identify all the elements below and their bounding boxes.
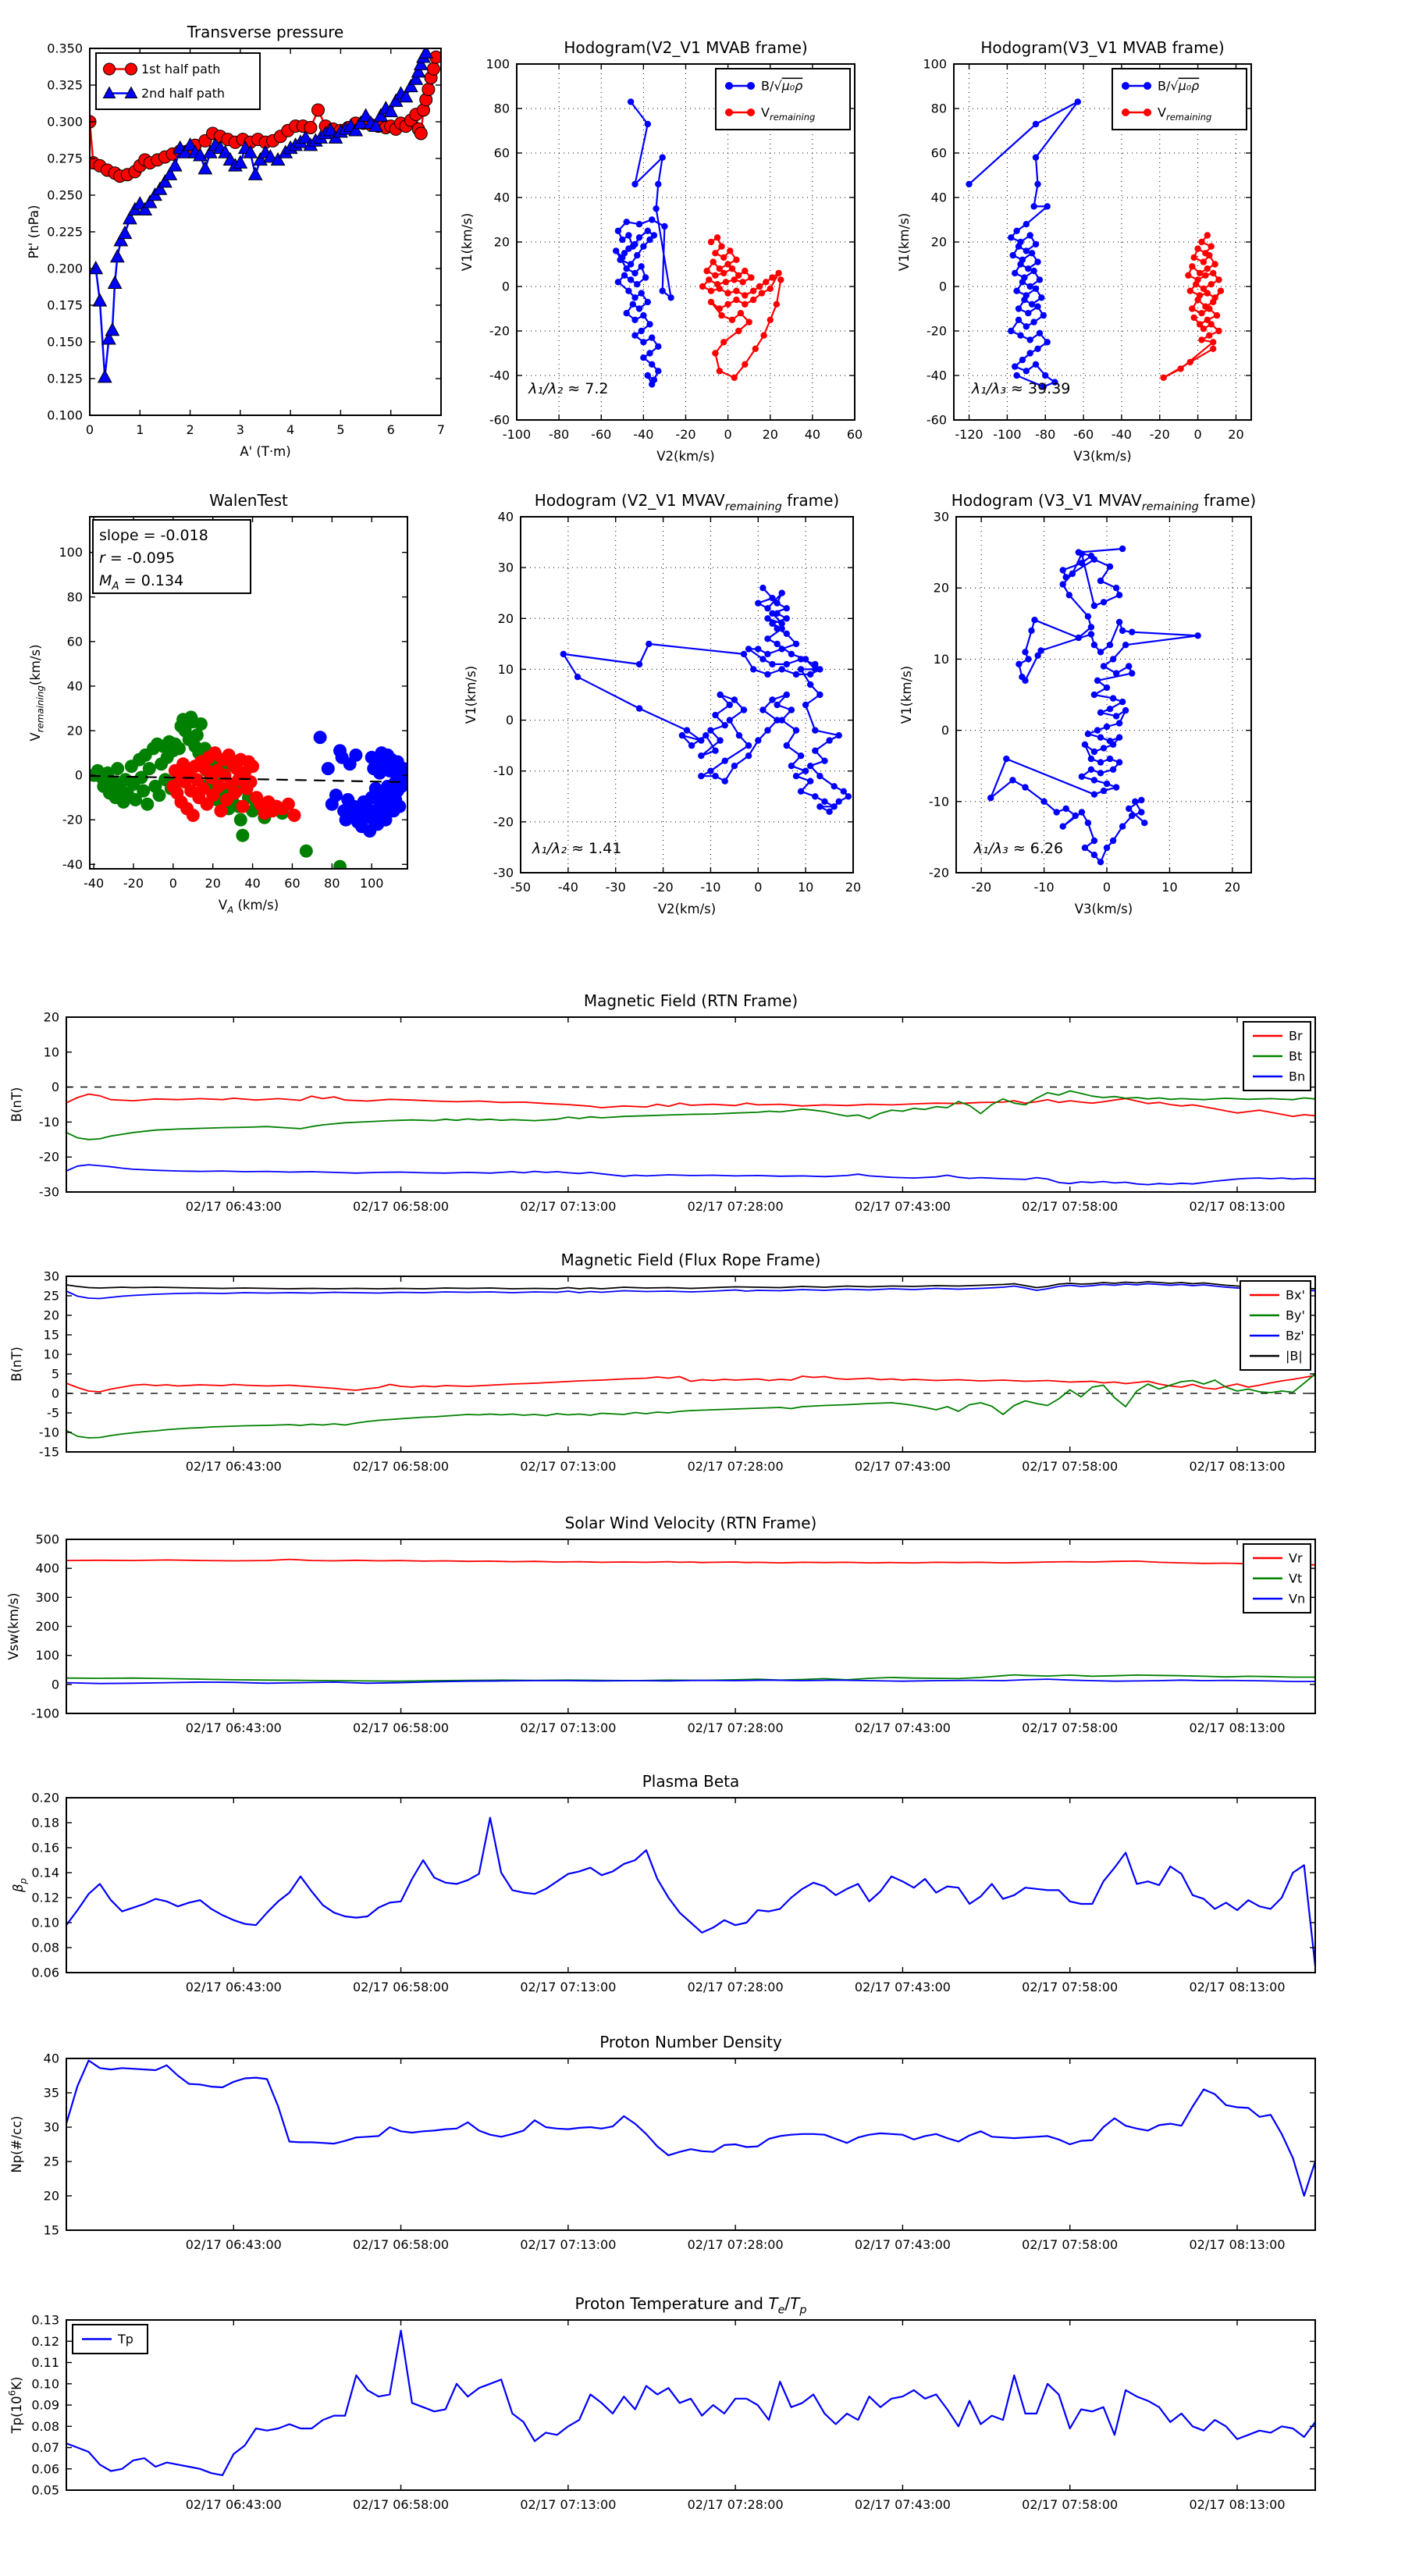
x-tick-label: 02/17 08:13:00	[1189, 1720, 1286, 1735]
y-axis-label: Vsw(km/s)	[6, 1592, 21, 1660]
solar-wind-velocity-chart	[0, 1500, 1405, 1763]
x-tick-label: 0	[1102, 880, 1112, 895]
y-tick-label: 60	[493, 145, 510, 161]
y-tick-label: -10	[38, 1425, 59, 1440]
x-tick-label: -30	[605, 880, 626, 895]
y-tick-label: -30	[38, 1184, 59, 1200]
x-tick-label: 02/17 06:43:00	[185, 1459, 282, 1474]
y-tick-label: -10	[928, 794, 949, 809]
x-tick-label: -20	[971, 880, 992, 895]
x-tick-label: 02/17 08:13:00	[1189, 1459, 1286, 1474]
x-tick-label: 5	[336, 422, 345, 437]
y-tick-label: 40	[497, 509, 514, 525]
x-tick-label: 02/17 07:43:00	[854, 1199, 951, 1214]
x-tick-label: 0	[1193, 427, 1202, 442]
y-tick-label: -20	[493, 814, 514, 830]
x-tick-label: 02/17 07:43:00	[854, 2497, 951, 2512]
y-tick-label: 0.18	[31, 1815, 59, 1831]
y-tick-label: 60	[66, 634, 83, 649]
legend-label: Vr	[1289, 1550, 1303, 1566]
chart-canvas	[890, 478, 1341, 923]
y-tick-label: 0.325	[47, 77, 83, 93]
y-tick-label: 20	[43, 2188, 59, 2204]
x-tick-label: 100	[359, 876, 384, 891]
legend-label: By'	[1286, 1308, 1305, 1323]
plot-background	[66, 2320, 1315, 2490]
x-tick-label: 2	[186, 422, 194, 437]
y-tick-label: 0	[51, 1080, 59, 1095]
legend-label: Bn	[1289, 1069, 1306, 1084]
x-tick-label: 02/17 06:43:00	[185, 2237, 282, 2252]
y-tick-label: 40	[43, 2051, 59, 2066]
legend-label: Bx'	[1286, 1287, 1305, 1303]
y-tick-label: -10	[493, 763, 514, 779]
y-tick-label: 30	[933, 509, 949, 525]
y-tick-label: 400	[35, 1560, 59, 1576]
x-tick-label: 60	[846, 427, 863, 442]
y-tick-label: 100	[923, 56, 947, 72]
y-tick-label: -10	[38, 1114, 59, 1130]
legend	[716, 69, 850, 130]
y-tick-label: -60	[489, 412, 510, 428]
annotation: λ₁/λ₃ ≈ 6.26	[973, 839, 1064, 857]
y-tick-label: 100	[486, 56, 510, 72]
x-tick-label: 02/17 06:58:00	[353, 1199, 450, 1214]
y-tick-label: 80	[493, 101, 510, 116]
y-tick-label: -30	[493, 865, 514, 881]
annotation: λ₁/λ₂ ≈ 1.41	[532, 839, 622, 857]
y-tick-label: 0.10	[31, 2376, 59, 2392]
proton-temperature-chart	[0, 2281, 1405, 2540]
y-tick-label: 15	[43, 1327, 59, 1343]
legend-label: B/√μ₀ρ	[761, 78, 803, 94]
x-tick-label: 02/17 06:58:00	[353, 2497, 450, 2512]
y-tick-label: 35	[43, 2085, 59, 2101]
y-tick-label: 0.16	[31, 1840, 59, 1856]
x-tick-label: -120	[955, 427, 984, 442]
x-tick-label: 02/17 07:43:00	[854, 2237, 951, 2252]
chart-canvas	[450, 25, 944, 470]
y-tick-label: -40	[62, 856, 83, 872]
plot-background	[66, 1539, 1315, 1713]
x-tick-label: -100	[502, 427, 532, 442]
y-tick-label: 0.14	[31, 1865, 59, 1880]
chart-canvas	[0, 1759, 1405, 2023]
annotation: λ₁/λ₂ ≈ 7.2	[528, 379, 609, 397]
x-tick-label: -60	[591, 427, 612, 442]
x-tick-label: 02/17 08:13:00	[1189, 2497, 1286, 2512]
y-tick-label: 20	[497, 610, 514, 626]
y-tick-label: 0.12	[31, 2333, 59, 2349]
x-axis-label: $V_A$ (km/s)	[218, 898, 279, 916]
chart-canvas	[887, 25, 1341, 470]
x-tick-label: 02/17 07:13:00	[520, 1720, 617, 1735]
y-tick-label: 0	[938, 279, 947, 294]
x-axis-label: V3(km/s)	[1073, 449, 1132, 464]
x-tick-label: 20	[1228, 427, 1244, 442]
y-tick-label: 40	[66, 678, 83, 694]
y-axis-label: $Tp(10^6K)$	[6, 2376, 24, 2434]
x-tick-label: 40	[804, 427, 821, 442]
plot-background	[521, 517, 853, 873]
x-tick-label: -20	[123, 876, 144, 891]
chart-title: Proton Number Density	[599, 2033, 782, 2051]
legend-label: $V_{remaining}$	[1158, 105, 1212, 123]
y-tick-label: -20	[928, 865, 949, 881]
x-tick-label: 20	[205, 876, 221, 891]
stats-box	[93, 520, 251, 593]
y-tick-label: 0	[941, 723, 949, 738]
y-tick-label: 40	[493, 190, 510, 205]
x-tick-label: 02/17 07:13:00	[520, 1199, 617, 1214]
y-tick-label: 0.10	[31, 1915, 59, 1930]
x-tick-label: -40	[84, 876, 105, 891]
x-tick-label: 20	[1224, 880, 1241, 895]
proton-density-chart	[0, 2019, 1405, 2280]
magnetic-field-flux-rope-chart	[0, 1237, 1405, 1502]
x-tick-label: 02/17 06:58:00	[353, 2237, 450, 2252]
y-tick-label: 0.100	[47, 407, 83, 423]
x-tick-label: 10	[1161, 880, 1178, 895]
chart-title: Magnetic Field (RTN Frame)	[583, 991, 799, 1010]
y-tick-label: 20	[43, 1009, 59, 1025]
y-tick-label: 10	[43, 1044, 59, 1060]
x-tick-label: -10	[700, 880, 721, 895]
plasma-beta-chart	[0, 1759, 1405, 2023]
y-tick-label: 30	[497, 560, 514, 575]
plot-background	[66, 2058, 1315, 2230]
x-tick-label: -40	[633, 427, 654, 442]
annotation: λ₁/λ₃ ≈ 39.39	[971, 379, 1071, 397]
y-axis-label: V1(km/s)	[464, 665, 478, 724]
y-tick-label: -20	[38, 1149, 59, 1165]
x-tick-label: 02/17 08:13:00	[1189, 1199, 1286, 1214]
y-tick-label: 0.275	[47, 151, 83, 166]
hodogram-v3v1-mvav-chart	[890, 478, 1341, 923]
x-axis-label: V2(km/s)	[656, 449, 715, 464]
y-axis-label: B(nT)	[9, 1087, 24, 1123]
chart-canvas	[23, 478, 497, 919]
x-tick-label: 02/17 08:13:00	[1189, 1980, 1286, 1994]
x-tick-label: 02/17 07:28:00	[687, 1199, 784, 1214]
x-tick-label: 02/17 07:28:00	[687, 1980, 784, 1994]
y-tick-label: 10	[43, 1347, 59, 1362]
x-tick-label: 02/17 06:58:00	[353, 1720, 450, 1735]
y-tick-label: -5	[47, 1405, 59, 1421]
x-tick-label: 02/17 07:13:00	[520, 2237, 617, 2252]
chart-title: Transverse pressure	[187, 23, 344, 41]
x-tick-label: 0	[85, 422, 94, 437]
x-tick-label: -50	[510, 880, 532, 895]
y-tick-label: 200	[35, 1619, 59, 1634]
y-tick-label: 0.200	[47, 261, 83, 276]
chart-title: Hodogram(V3_V1 MVAB frame)	[980, 38, 1225, 57]
x-tick-label: 7	[436, 422, 446, 437]
y-tick-label: 10	[497, 661, 514, 677]
x-tick-label: 02/17 07:58:00	[1022, 1459, 1119, 1474]
x-tick-label: 02/17 06:43:00	[185, 2497, 282, 2512]
x-tick-label: 20	[845, 880, 862, 895]
y-tick-label: 100	[35, 1648, 59, 1663]
y-axis-label: $\beta_p$	[11, 1877, 29, 1893]
legend-label: Bt	[1289, 1048, 1303, 1064]
plot-background	[956, 517, 1251, 873]
x-axis-label: A' (T·m)	[240, 444, 291, 459]
legend	[1243, 1544, 1311, 1613]
y-tick-label: 0.06	[31, 2461, 59, 2477]
x-tick-label: 02/17 06:58:00	[353, 1980, 450, 1994]
y-axis-label: V1(km/s)	[897, 212, 912, 272]
chart-canvas	[454, 478, 943, 923]
x-tick-label: 0	[169, 876, 177, 891]
legend	[1112, 69, 1247, 130]
chart-title: Hodogram (V2_V1 $MVAV_{remaining}$ frame)	[534, 491, 840, 514]
y-tick-label: -15	[38, 1444, 59, 1460]
y-axis-label: V1(km/s)	[460, 212, 475, 272]
x-tick-label: -100	[993, 427, 1022, 442]
y-tick-label: 0.125	[47, 371, 83, 386]
y-tick-label: 0.11	[31, 2355, 59, 2370]
legend	[96, 53, 260, 109]
y-tick-label: -20	[62, 812, 83, 827]
y-tick-label: 0.225	[47, 224, 83, 240]
x-tick-label: 02/17 06:43:00	[185, 1980, 282, 1994]
stats-line: $M_A = 0.134$	[99, 572, 184, 593]
y-tick-label: -20	[489, 323, 510, 339]
x-tick-label: 02/17 07:28:00	[687, 2497, 784, 2512]
legend-label: Bz'	[1286, 1328, 1304, 1343]
y-tick-label: -40	[489, 368, 510, 383]
x-tick-label: 02/17 07:13:00	[520, 1459, 617, 1474]
x-tick-label: 0	[754, 880, 763, 895]
y-tick-label: 25	[43, 2154, 59, 2169]
x-tick-label: 20	[762, 427, 778, 442]
x-tick-label: -80	[549, 427, 570, 442]
y-tick-label: 0	[74, 767, 83, 783]
x-tick-label: 02/17 07:58:00	[1022, 1720, 1119, 1735]
x-tick-label: 02/17 06:58:00	[353, 1459, 450, 1474]
x-tick-label: 60	[284, 876, 301, 891]
hodogram-v2v1-mvab-chart	[450, 25, 944, 470]
x-tick-label: 02/17 07:13:00	[520, 1980, 617, 1994]
y-tick-label: 0.07	[31, 2440, 59, 2455]
y-tick-label: 20	[930, 234, 947, 250]
y-tick-label: 30	[43, 1268, 59, 1284]
chart-title: Magnetic Field (Flux Rope Frame)	[560, 1251, 821, 1269]
x-tick-label: 6	[386, 422, 395, 437]
legend	[1243, 1022, 1311, 1091]
plot-background	[66, 1798, 1315, 1973]
x-tick-label: 02/17 06:43:00	[185, 1720, 282, 1735]
x-tick-label: 02/17 07:43:00	[854, 1720, 951, 1735]
y-tick-label: 60	[930, 145, 947, 161]
x-tick-label: -20	[675, 427, 696, 442]
y-tick-label: 0.150	[47, 334, 83, 350]
x-tick-label: -20	[1149, 427, 1170, 442]
y-axis-label: $V_{remaining}(km/s)$	[28, 644, 46, 742]
y-tick-label: 500	[35, 1532, 59, 1547]
chart-title: Plasma Beta	[642, 1772, 740, 1791]
walen-test-chart	[23, 478, 497, 919]
y-tick-label: 0.05	[31, 2482, 59, 2498]
x-tick-label: 1	[136, 422, 144, 437]
y-tick-label: 0	[51, 1677, 59, 1692]
y-tick-label: 0.08	[31, 2418, 59, 2434]
x-tick-label: -10	[1033, 880, 1055, 895]
x-tick-label: 3	[236, 422, 244, 437]
legend	[1240, 1281, 1311, 1370]
y-tick-label: 80	[930, 101, 947, 116]
y-tick-label: 0.13	[31, 2312, 59, 2328]
x-tick-label: 02/17 07:58:00	[1022, 1199, 1119, 1214]
legend-label: Br	[1289, 1028, 1303, 1044]
y-tick-label: 0	[501, 279, 510, 294]
x-tick-label: 02/17 07:43:00	[854, 1980, 951, 1994]
y-tick-label: 20	[493, 234, 510, 250]
x-tick-label: 40	[244, 876, 261, 891]
legend	[73, 2325, 148, 2354]
y-tick-label: 20	[66, 723, 83, 738]
chart-canvas	[0, 1237, 1405, 1502]
y-tick-label: 15	[43, 2222, 59, 2238]
x-tick-label: 10	[797, 880, 814, 895]
y-tick-label: 0.300	[47, 114, 83, 130]
x-axis-label: V3(km/s)	[1074, 902, 1133, 916]
x-tick-label: -40	[557, 880, 578, 895]
y-tick-label: 0.175	[47, 297, 83, 313]
y-tick-label: -20	[926, 323, 947, 339]
x-axis-label: V2(km/s)	[657, 902, 717, 916]
legend-label: |B|	[1286, 1348, 1303, 1364]
chart-title: Solar Wind Velocity (RTN Frame)	[564, 1514, 817, 1532]
hodogram-v3v1-mvab-chart	[887, 25, 1341, 470]
legend-label: B/√μ₀ρ	[1158, 78, 1200, 94]
y-tick-label: 25	[43, 1288, 59, 1304]
x-tick-label: 02/17 07:28:00	[687, 2237, 784, 2252]
y-axis-label: Np(#/cc)	[9, 2115, 24, 2173]
y-tick-label: 0	[505, 713, 514, 728]
y-tick-label: 100	[59, 545, 83, 560]
x-tick-label: 02/17 07:58:00	[1022, 2497, 1119, 2512]
x-tick-label: -40	[1111, 427, 1132, 442]
y-tick-label: -40	[926, 368, 947, 383]
y-tick-label: 300	[35, 1589, 59, 1605]
y-tick-label: -60	[926, 412, 947, 428]
y-tick-label: 0.06	[31, 1965, 59, 1980]
y-tick-label: 0.09	[31, 2397, 59, 2413]
x-tick-label: -60	[1073, 427, 1094, 442]
x-tick-label: 02/17 07:58:00	[1022, 2237, 1119, 2252]
chart-canvas	[0, 978, 1405, 1242]
y-tick-label: 20	[933, 580, 949, 596]
y-tick-label: 0	[51, 1386, 59, 1401]
stats-line: slope = -0.018	[99, 527, 208, 544]
y-tick-label: 20	[43, 1308, 59, 1323]
y-tick-label: 0.350	[47, 41, 83, 56]
y-tick-label: 0.12	[31, 1890, 59, 1905]
chart-title: Proton Temperature and $T_e/T_p$	[574, 2294, 807, 2317]
legend-label: Vt	[1289, 1571, 1303, 1586]
chart-canvas	[0, 1500, 1405, 1763]
x-tick-label: 80	[324, 876, 340, 891]
legend-label: 2nd half path	[141, 86, 226, 101]
y-axis-label: V1(km/s)	[899, 665, 914, 724]
x-tick-label: 02/17 07:58:00	[1022, 1980, 1119, 1994]
chart-canvas	[0, 2281, 1405, 2540]
legend-label: $V_{remaining}$	[761, 105, 816, 123]
y-tick-label: 10	[933, 651, 949, 667]
x-tick-label: -80	[1035, 427, 1056, 442]
y-tick-label: 5	[51, 1366, 59, 1382]
x-tick-label: 02/17 07:28:00	[687, 1720, 784, 1735]
y-tick-label: 0.08	[31, 1940, 59, 1955]
x-tick-label: -20	[653, 880, 674, 895]
x-tick-label: 02/17 07:43:00	[854, 1459, 951, 1474]
stats-line: r = -0.095	[99, 550, 176, 567]
x-tick-label: 02/17 06:43:00	[185, 1199, 282, 1214]
chart-title: Hodogram (V3_V1 $MVAV_{remaining}$ frame)	[951, 491, 1257, 514]
legend-label: Tp	[118, 2332, 133, 2347]
hodogram-v2v1-mvav-chart	[454, 478, 943, 923]
y-axis-label: B(nT)	[9, 1347, 24, 1382]
y-tick-label: 80	[66, 589, 83, 605]
y-tick-label: 40	[930, 190, 947, 205]
legend-label: 1st half path	[141, 62, 221, 76]
y-tick-label: -100	[30, 1706, 59, 1721]
x-tick-label: 02/17 08:13:00	[1189, 2237, 1286, 2252]
x-tick-label: 4	[286, 422, 295, 437]
y-tick-label: 0.250	[47, 187, 83, 203]
x-tick-label: 02/17 07:28:00	[687, 1459, 784, 1474]
y-tick-label: 0.20	[31, 1790, 59, 1806]
chart-title: WalenTest	[209, 491, 288, 510]
y-axis-label: Pt' (nPa)	[27, 205, 41, 259]
y-tick-label: 30	[43, 2119, 59, 2135]
x-tick-label: 0	[724, 427, 732, 442]
chart-title: Hodogram(V2_V1 MVAB frame)	[564, 38, 808, 57]
chart-canvas	[0, 2019, 1405, 2280]
legend-label: Vn	[1289, 1591, 1306, 1606]
magnetic-field-rtn-chart	[0, 978, 1405, 1242]
x-tick-label: 02/17 07:13:00	[520, 2497, 617, 2512]
